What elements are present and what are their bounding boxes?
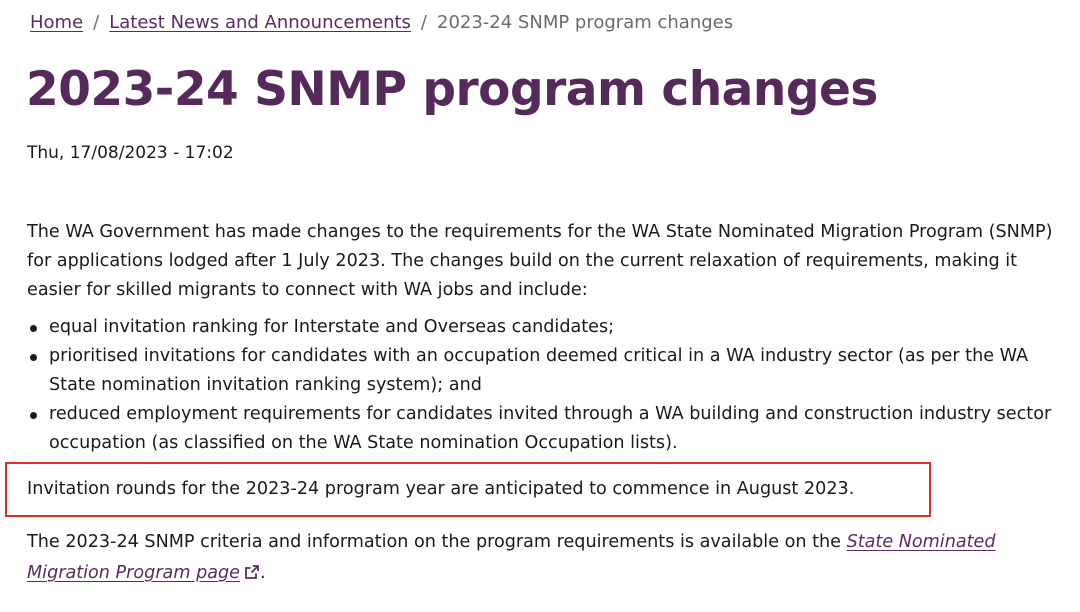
list-item: prioritised invitations for candidates with an occupation deemed critical in a WA industry sector (as per the WA State nomination invitation ranking system); and <box>27 342 1072 400</box>
criteria-end: . <box>260 563 266 583</box>
criteria-paragraph <box>27 527 1072 591</box>
breadcrumb-current: 2023-24 SNMP program changes <box>437 12 734 33</box>
breadcrumb-home-link[interactable]: Home <box>30 12 84 33</box>
breadcrumb-separator: / <box>93 12 100 33</box>
list-item: reduced employment requirements for candidates invited through a WA building and construction industry sector occupation (as classified on the WA State nomination Occupation lists). <box>27 400 1072 458</box>
breadcrumb-separator: / <box>420 12 427 33</box>
criteria-text: The 2023-24 SNMP criteria and information on the program requirements is available on the <box>27 532 847 552</box>
snmp-page-link-label: State Nominated Migration Program page <box>27 532 996 583</box>
page-title: 2023-24 SNMP program changes <box>26 62 878 117</box>
external-link-icon <box>244 560 260 591</box>
breadcrumb <box>30 12 733 33</box>
breadcrumb-news-link[interactable]: Latest News and Announcements <box>109 12 411 33</box>
list-item: equal invitation ranking for Interstate and Overseas candidates; <box>27 313 1072 342</box>
article-date: Thu, 17/08/2023 - 17:02 <box>27 143 234 163</box>
invitation-note: Invitation rounds for the 2023-24 program year are anticipated to commence in August 2023. <box>27 479 855 499</box>
intro-paragraph: The WA Government has made changes to the requirements for the WA State Nominated Migration Program (SNMP) for applications lodged after 1 July 2023. The changes build on the current relaxation of requirements, making it easier for skilled migrants to connect with WA jobs and include: <box>27 222 1053 300</box>
changes-list <box>27 313 1072 458</box>
